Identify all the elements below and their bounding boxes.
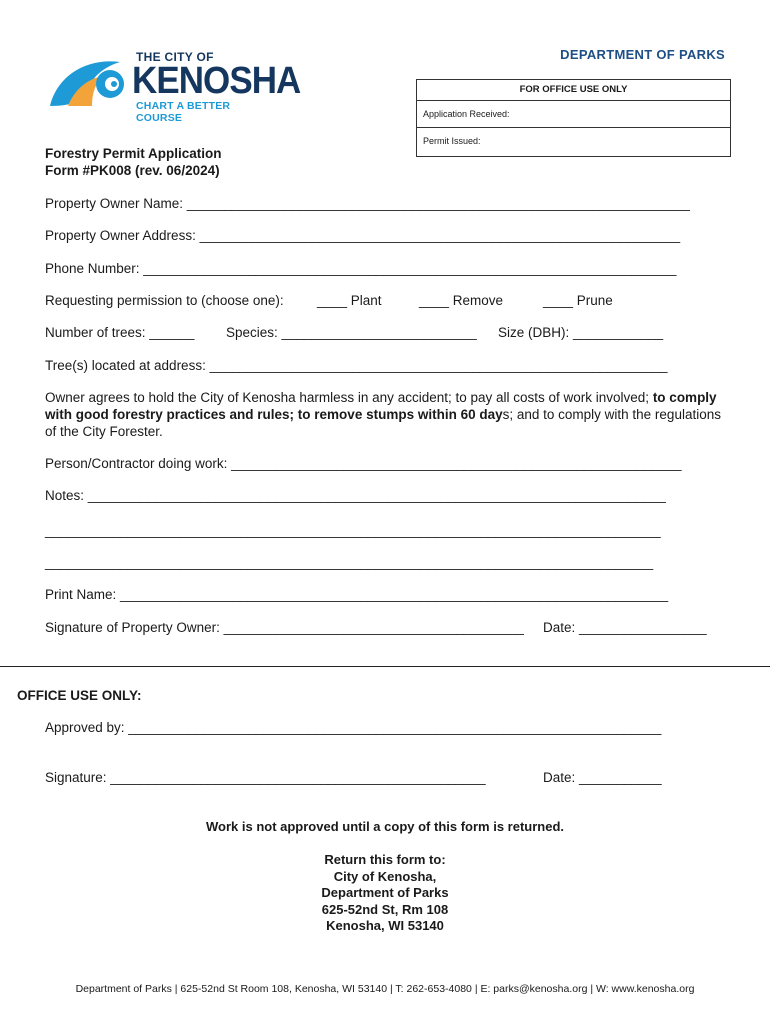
return-line-4: 625-52nd St, Rm 108 — [321, 901, 449, 917]
return-line-5: Kenosha, WI 53140 — [326, 918, 444, 933]
notes-line-3[interactable]: _________________________________________________________________________________ — [45, 555, 654, 570]
plant-option[interactable]: ____ Plant — [317, 293, 382, 308]
print-name-field[interactable]: Print Name: _________________________________________________________________________ — [45, 587, 669, 602]
return-address — [0, 852, 770, 935]
form-title-block — [45, 145, 222, 179]
agreement-part-2: to comply with good forestry practices and rules; to remove stumps within 60 day — [45, 390, 717, 422]
form-number: Form #PK008 (rev. 06/2024) — [45, 163, 220, 178]
application-received-field[interactable]: Application Received: — [423, 109, 510, 119]
office-box-title: FOR OFFICE USE ONLY — [417, 80, 730, 101]
page-footer: Department of Parks | 625-52nd St Room 108, Kenosha, WI 53140 | T: 262-653-4080 | E: parks@kenosha.org | W: www.kenosha.org — [75, 983, 695, 995]
city-logo — [48, 48, 301, 124]
owner-signature-field[interactable]: Signature of Property Owner: ________________________________________ — [45, 620, 524, 635]
office-date-field[interactable]: Date: ___________ — [543, 770, 662, 785]
wave-emblem-icon — [48, 54, 132, 110]
contractor-field[interactable]: Person/Contractor doing work: ____________________________________________________________ — [45, 456, 682, 471]
permit-issued-field[interactable]: Permit Issued: — [417, 127, 730, 154]
owner-name-field[interactable]: Property Owner Name: ___________________________________________________________________ — [45, 196, 690, 211]
remove-option[interactable]: ____ Remove — [419, 293, 504, 308]
logo-tagline: CHART A BETTER COURSE — [136, 100, 231, 124]
office-signature-field[interactable]: Signature: __________________________________________________ — [45, 770, 486, 785]
notes-line-2[interactable]: __________________________________________________________________________________ — [45, 523, 661, 538]
office-use-title: OFFICE USE ONLY: — [17, 688, 142, 703]
request-label: Requesting permission to (choose one): — [45, 293, 284, 308]
approval-notice: Work is not approved until a copy of this form is returned. — [205, 819, 565, 834]
size-field[interactable]: Size (DBH): ____________ — [498, 325, 664, 340]
prune-option[interactable]: ____ Prune — [543, 293, 613, 308]
phone-field[interactable]: Phone Number: _______________________________________________________________________ — [45, 261, 677, 276]
agreement-paragraph — [45, 389, 725, 440]
logo-city-of: THE CITY OF — [136, 50, 214, 64]
return-line-2: City of Kenosha, — [333, 868, 437, 884]
approved-by-field[interactable]: Approved by: _______________________________________________________________________ — [45, 720, 662, 735]
agreement-part-1: Owner agrees to hold the City of Kenosha harmless in any accident; to pay all costs of work involved; — [45, 390, 653, 405]
notes-field[interactable]: Notes: _____________________________________________________________________________ — [45, 488, 666, 503]
owner-address-field[interactable]: Property Owner Address: ________________________________________________________________ — [45, 228, 681, 243]
office-use-box — [416, 79, 731, 157]
section-divider — [0, 666, 770, 667]
logo-name: KENOSHA — [132, 60, 301, 102]
return-line-3: Department of Parks — [321, 885, 449, 900]
department-heading: DEPARTMENT OF PARKS — [560, 47, 725, 62]
agreement-part-3: s; and to comply with the regulations of the City Forester. — [45, 407, 721, 439]
return-line-1: Return this form to: — [324, 852, 446, 867]
num-trees-field[interactable]: Number of trees: ______ — [45, 325, 195, 340]
form-title: Forestry Permit Application — [45, 146, 222, 161]
tree-address-field[interactable]: Tree(s) located at address: _____________________________________________________________ — [45, 358, 668, 373]
species-field[interactable]: Species: __________________________ — [226, 325, 477, 340]
owner-date-field[interactable]: Date: _________________ — [543, 620, 707, 635]
